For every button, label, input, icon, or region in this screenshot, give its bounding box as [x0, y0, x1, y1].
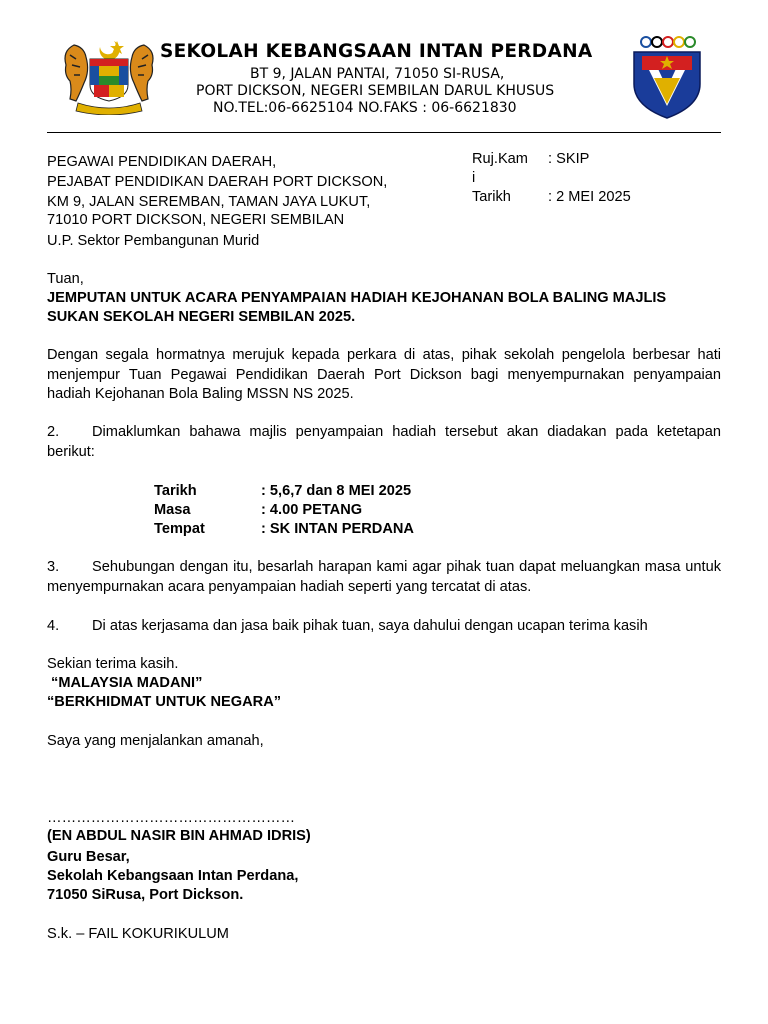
recipient-line: KM 9, JALAN SEREMBAN, TAMAN JAYA LUKUT,: [47, 194, 371, 210]
carbon-copy: S.k. – FAIL KOKURIKULUM: [47, 926, 229, 942]
malaysia-coat-of-arms-icon: [60, 35, 158, 115]
school-name: SEKOLAH KEBANGSAAN INTAN PERDANA: [160, 41, 593, 62]
paragraph-number: 2.: [47, 424, 60, 440]
paragraph-2: [47, 423, 721, 462]
reference-label-wrap: i: [472, 170, 476, 186]
header-divider: [47, 132, 721, 133]
detail-value-time: : 4.00 PETANG: [261, 502, 363, 518]
school-crest-icon: [624, 32, 710, 124]
detail-value-date: : 5,6,7 dan 8 MEI 2025: [261, 483, 412, 499]
paragraph-3-text: Sehubungan dengan itu, besarlah harapan kami agar pihak tuan dapat meluangkan masa untuk menyempurnakan acara penyampaian hadiah seperti yang tercatat di atas.: [47, 559, 721, 595]
signatory-address: 71050 SiRusa, Port Dickson.: [47, 887, 244, 903]
motto-2: “BERKHIDMAT UNTUK NEGARA”: [47, 694, 282, 710]
recipient-line: PEJABAT PENDIDIKAN DAERAH PORT DICKSON,: [47, 174, 388, 190]
address-line-2: PORT DICKSON, NEGERI SEMBILAN DARUL KHUSUS: [196, 83, 555, 99]
paragraph-2-text: Dimaklumkan bahawa majlis penyampaian hadiah tersebut akan diadakan pada ketetapan berikut:: [47, 424, 721, 460]
closing-trust: Saya yang menjalankan amanah,: [47, 733, 264, 749]
paragraph-1: Dengan segala hormatnya merujuk kepada perkara di atas, pihak sekolah pengelola berbesar hati menjempur Tuan Pegawai Pendidikan Daerah Port Dickson bagi menyempurnakan penyampaian hadiah Kejohanan Bola Baling MSSN NS 2025.: [47, 347, 721, 402]
detail-label-date: Tarikh: [154, 483, 197, 499]
detail-value-venue: : SK INTAN PERDANA: [261, 521, 414, 537]
salutation: Tuan,: [47, 271, 84, 287]
date-value: : 2 MEI 2025: [548, 189, 631, 205]
closing-thanks: Sekian terima kasih.: [47, 656, 179, 672]
paragraph-4: [47, 616, 648, 636]
paragraph-number: 3.: [47, 559, 60, 575]
paragraph-4-text: Di atas kerjasama dan jasa baik pihak tuan, saya dahului dengan ucapan terima kasih: [92, 618, 648, 634]
detail-label-time: Masa: [154, 502, 191, 518]
signatory-title: Guru Besar,: [47, 849, 130, 865]
paragraph-3: [47, 558, 721, 597]
recipient-line: 71010 PORT DICKSON, NEGERI SEMBILAN: [47, 212, 345, 228]
subject-line-1: JEMPUTAN UNTUK ACARA PENYAMPAIAN HADIAH KEJOHANAN BOLA BALING MAJLIS: [47, 290, 667, 306]
date-label: Tarikh: [472, 189, 511, 205]
signatory-school: Sekolah Kebangsaan Intan Perdana,: [47, 868, 299, 884]
motto-1: “MALAYSIA MADANI”: [47, 675, 203, 691]
signatory-name: (EN ABDUL NASIR BIN AHMAD IDRIS): [47, 828, 311, 844]
recipient-line: U.P. Sektor Pembangunan Murid: [47, 233, 260, 249]
subject-line-2: SUKAN SEKOLAH NEGERI SEMBILAN 2025.: [47, 309, 356, 325]
detail-label-venue: Tempat: [154, 521, 205, 537]
reference-value: : SKIP: [548, 151, 590, 167]
reference-label: Ruj.Kam: [472, 151, 528, 167]
signature-line: ……………………………………………: [47, 810, 296, 826]
recipient-line: PEGAWAI PENDIDIKAN DAERAH,: [47, 154, 277, 170]
contact-line: NO.TEL:06-6625104 NO.FAKS : 06-6621830: [213, 100, 517, 116]
address-line-1: BT 9, JALAN PANTAI, 71050 SI-RUSA,: [250, 66, 505, 82]
paragraph-number: 4.: [47, 618, 60, 634]
